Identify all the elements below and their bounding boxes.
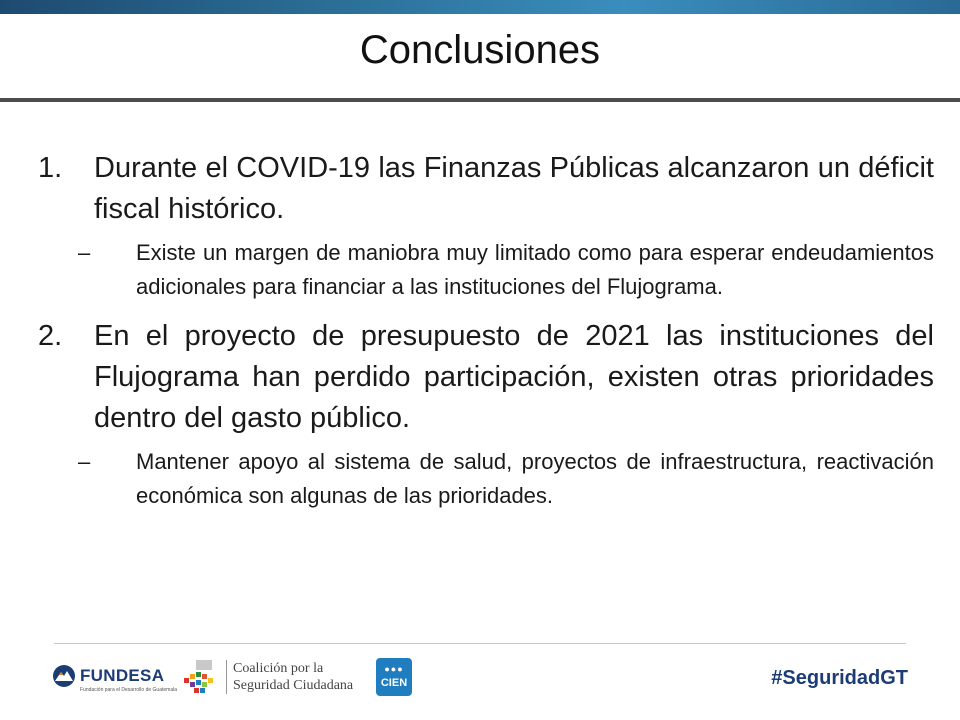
dash-bullet: – — [78, 449, 91, 474]
slide-title: Conclusiones — [359, 28, 601, 72]
dash-bullet: – — [78, 240, 91, 265]
item-text: En el proyecto de presupuesto de 2021 las instituciones del Flujograma han perdido participación, existen otras prioridades dentro del gasto público. — [94, 320, 934, 434]
conclusion-item-1 — [38, 148, 934, 230]
item-number: 2. — [38, 320, 63, 352]
cien-logo — [376, 658, 412, 696]
fundesa-tagline: Fundación para el Desarrollo de Guatemala — [80, 687, 177, 693]
fundesa-wordmark: FUNDESA — [80, 666, 165, 685]
footer-divider — [54, 643, 906, 644]
conclusion-item-2 — [38, 316, 934, 439]
coalicion-mosaic-icon — [180, 658, 220, 696]
fundesa-mountain-icon — [52, 664, 76, 688]
cien-wordmark: CIEN — [380, 677, 408, 689]
fundesa-logo — [52, 664, 177, 693]
sub-item-text: Mantener apoyo al sistema de salud, proyectos de infraestructura, reactivación económica son algunas de las prioridades. — [136, 449, 934, 508]
hashtag-label: #SeguridadGT — [771, 667, 908, 689]
item-number: 1. — [38, 152, 63, 184]
top-accent-bar — [0, 0, 960, 14]
item-text: Durante el COVID-19 las Finanzas Públicas alcanzaron un déficit fiscal histórico. — [94, 152, 934, 225]
slide-body — [38, 148, 934, 513]
sub-item-text: Existe un margen de maniobra muy limitado como para esperar endeudamientos adicionales para financiar a las instituciones del Flujograma. — [136, 240, 934, 299]
cien-dots-icon: ●●● — [384, 664, 404, 674]
coalicion-wordmark: Coalición por la Seguridad Ciudadana — [226, 660, 353, 694]
sub-item-1 — [78, 236, 934, 304]
sub-item-2 — [78, 445, 934, 513]
title-divider — [0, 98, 960, 102]
coalicion-logo — [180, 658, 353, 696]
